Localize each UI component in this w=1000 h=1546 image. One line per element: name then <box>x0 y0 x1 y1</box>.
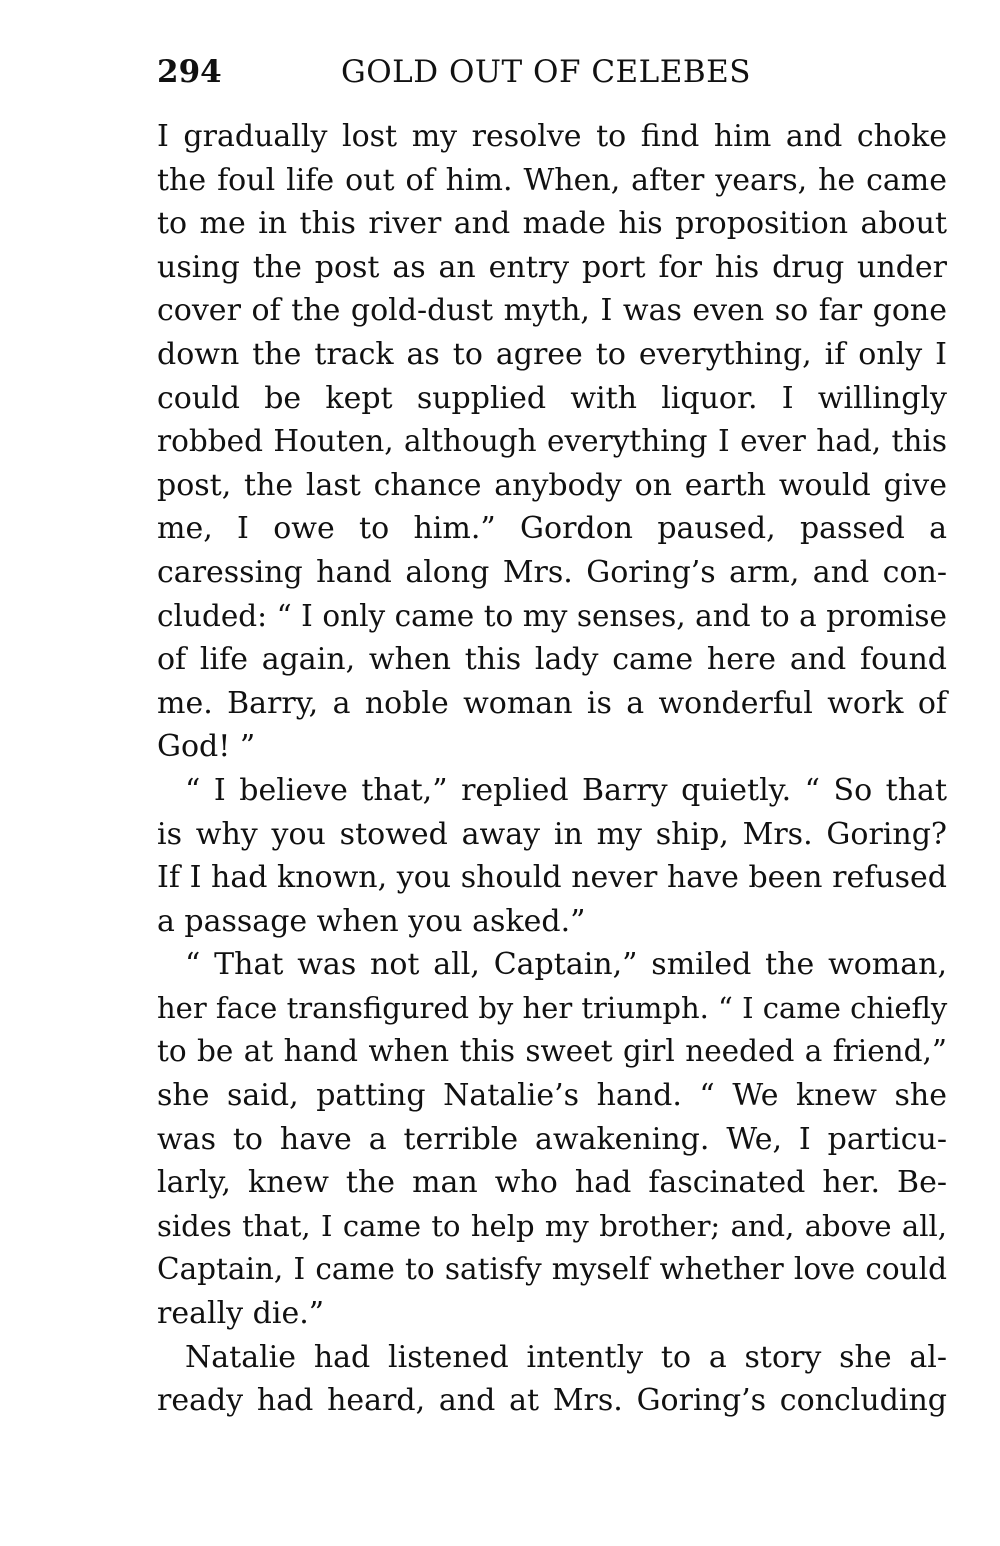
text-line: sides that, I came to help my brother; and, above all, <box>157 1208 947 1243</box>
text-line: robbed Houten, although everything I ever had, this <box>157 424 947 459</box>
text-line: caressing hand along Mrs. Goring’s arm, and con- <box>157 554 947 590</box>
text-line: I gradually lost my resolve to find him and choke <box>157 119 947 154</box>
text-line: was to have a terrible awakening. We, I particu- <box>157 1121 947 1157</box>
text-line: If I had known, you should never have been refused <box>157 860 947 896</box>
text-line: Captain, I came to satisfy myself whether love could <box>157 1252 947 1287</box>
text-line: cluded: “ I only came to my senses, and to a promise <box>157 598 947 633</box>
text-line: a passage when you asked.” <box>157 903 586 939</box>
text-line: really die.” <box>157 1296 325 1332</box>
text-line: me, I owe to him.” Gordon paused, passed a <box>157 511 947 547</box>
text-line: her face transfigured by her triumph. “ I came chiefly <box>157 990 948 1025</box>
text-line: ready had heard, and at Mrs. Goring’s concluding <box>157 1383 947 1419</box>
page-number: 294 <box>157 54 222 90</box>
text-line: cover of the gold-dust myth, I was even so far gone <box>157 293 947 329</box>
text-line: to be at hand when this sweet girl needed a friend,” <box>157 1034 947 1069</box>
text-line: is why you stowed away in my ship, Mrs. Goring? <box>157 816 947 852</box>
text-line: could be kept supplied with liquor. I willingly <box>157 380 947 416</box>
book-title: GOLD OUT OF CELEBES <box>341 54 752 90</box>
running-head <box>157 52 947 92</box>
text-line: of life again, when this lady came here and found <box>157 642 947 678</box>
text-line: post, the last chance anybody on earth would give <box>157 467 947 503</box>
text-line: “ I believe that,” replied Barry quietly. “ So that <box>185 772 947 808</box>
text-line: down the track as to agree to everything, if only I <box>157 336 947 372</box>
text-line: me. Barry, a noble woman is a wonderful work of <box>157 685 947 721</box>
text-line: God! ” <box>157 729 256 765</box>
text-line: using the post as an entry port for his drug under <box>157 249 947 285</box>
text-line: she said, patting Natalie’s hand. “ We knew she <box>157 1078 947 1114</box>
text-line: the foul life out of him. When, after years, he came <box>157 162 947 198</box>
text-line: “ That was not all, Captain,” smiled the woman, <box>185 947 947 983</box>
text-line: Natalie had listened intently to a story she al- <box>185 1339 947 1375</box>
body-text <box>157 115 947 1423</box>
text-line: to me in this river and made his proposition about <box>157 206 947 242</box>
text-line: larly, knew the man who had fascinated her. Be- <box>157 1165 947 1201</box>
